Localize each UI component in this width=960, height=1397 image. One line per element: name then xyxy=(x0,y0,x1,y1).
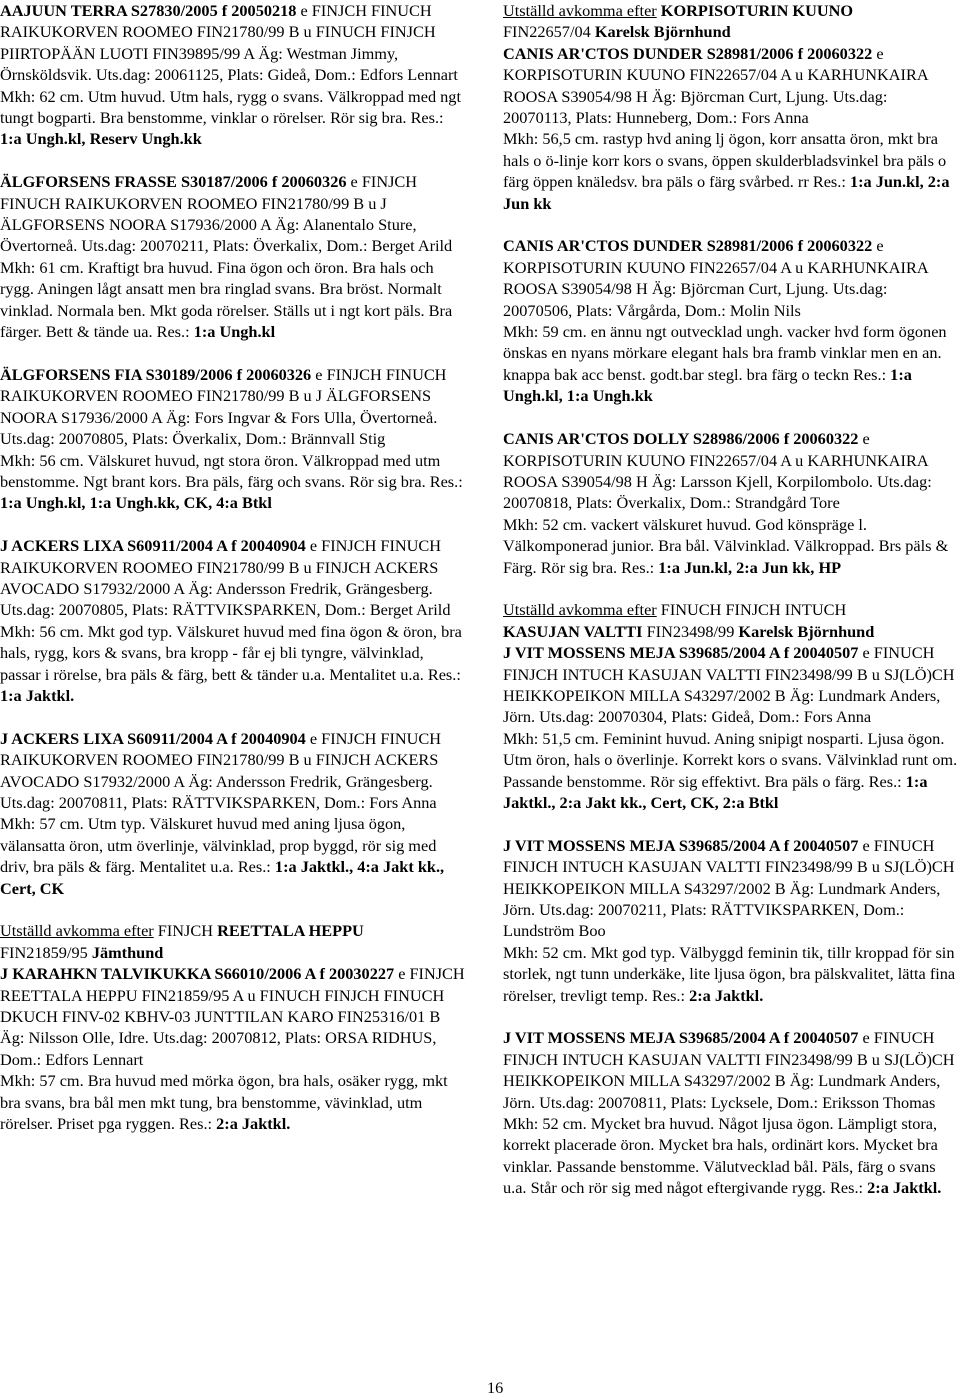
result: 1:a Ungh.kl, 1:a Ungh.kk xyxy=(503,364,912,406)
show-entry xyxy=(0,364,465,514)
sire-reg: FIN23498/99 xyxy=(646,621,735,641)
show-entry xyxy=(503,235,960,406)
show-entry xyxy=(0,963,465,1134)
pedigree: e FINJCH FINUCH RAIKUKORVEN ROOMEO FIN21780/99 B u FINJCH ACKERS AVOCADO S17932/2000 A Äg: Andersson Fredrik, Grängesberg. Uts.dag: 20070811, Plats: RÄTTVIKSPARKEN, Dom.: Fors Anna xyxy=(0,728,442,812)
breed: Karelsk Björnhund xyxy=(738,621,875,641)
pedigree: e FINJCH FINUCH RAIKUKORVEN ROOMEO FIN21780/99 B u J ÄLGFORSENS NOORA S17936/2000 A Äg: Alanentalo Sture, Övertorneå. Uts.dag: 20070211, Plats: Överkalix, Dom.: Berget Arild xyxy=(0,172,453,256)
show-entry xyxy=(0,728,465,899)
result: 1:a Jaktkl. xyxy=(0,685,75,705)
pedigree: e FINJCH FINUCH RAIKUKORVEN ROOMEO FIN21780/99 B u FINUCH FINJCH PIIRTOPÄÄN LUOTI FIN39895/99 A Äg: Westman Jimmy, Örnsköldsvik. Uts.dag: 20061125, Plats: Gideå, Dom.: Edfors Lennart xyxy=(0,1,458,85)
dog-name: AAJUUN TERRA S27830/2005 f 20050218 xyxy=(0,1,297,20)
dog-name: J VIT MOSSENS MEJA S39685/2004 A f 20040507 xyxy=(503,835,859,855)
sire-reg: FIN22657/04 xyxy=(503,22,591,42)
pedigree: e KORPISOTURIN KUUNO FIN22657/04 A u KARHUNKAIRA ROOSA S39054/98 H Äg: Björcman Curt, Ljung. Uts.dag: 20070506, Plats: Vårgårda, Dom.: Molin Nils xyxy=(503,236,928,320)
dog-name: ÄLGFORSENS FRASSE S30187/2006 f 20060326 xyxy=(0,172,347,192)
critique: Mkh: 56,5 cm. rastyp hvd aning lj ögon, korr ansatta öron, mkt bra hals o ö-linje korr kors o svans, öppen skulderbladsvinkel bra päls o färg öppen knäledsv. bra päls o färg svårbed. rr Res.: xyxy=(503,129,947,192)
result: 1:a Ungh.kl, 1:a Ungh.kk, CK, 4:a Btkl xyxy=(0,493,272,513)
show-entry xyxy=(503,835,960,1006)
result: 1:a Jaktkl., 2:a Jakt kk., Cert, CK, 2:a Btkl xyxy=(503,771,928,812)
dog-name: J KARAHKN TALVIKUKKA S66010/2006 A f 20030227 xyxy=(0,964,395,984)
dog-name: CANIS AR'CTOS DUNDER S28981/2006 f 20060322 xyxy=(503,236,873,256)
pedigree: e FINUCH FINJCH INTUCH KASUJAN VALTTI FIN23498/99 B u SJ(LÖ)CH HEIKKOPEIKON MILLA S43297/2002 B Äg: Lundmark Anders, Jörn. Uts.dag: 20070811, Plats: Lycksele, Dom.: Eriksson Thomas xyxy=(503,1028,955,1112)
critique: Mkh: 52 cm. Mycket bra huvud. Något ljusa ögon. Lämpligt stora, korrekt placerade öron. Mycket bra hals, ordinärt kors. Mycket bra vinklar. Passande benstomme. Välutvecklad bål. Päls, färg o svans u.a. Står och rör sig med något eftergivande rygg. Res.: xyxy=(503,1114,938,1198)
sire-name: KORPISOTURIN KUUNO xyxy=(660,1,854,20)
pedigree: e FINJCH REETTALA HEPPU FIN21859/95 A u FINUCH FINJCH FINUCH DKUCH FINV-02 KBHV-03 JUNTTILAN KARO FIN25316/01 B Äg: Nilsson Olle, Idre. Uts.dag: 20070812, Plats: ORSA RIDHUS, Dom.: Edfors Lennart xyxy=(0,964,465,1069)
result: 1:a Ungh.kl, Reserv Ungh.kk xyxy=(0,129,202,149)
dog-name: CANIS AR'CTOS DUNDER S28981/2006 f 20060322 xyxy=(503,43,873,63)
offspring-heading-label: Utställd avkomma efter xyxy=(0,921,154,941)
offspring-heading xyxy=(503,0,960,21)
offspring-heading xyxy=(503,599,960,620)
critique: Mkh: 52 cm. vackert välskuret huvud. God könspräge l. Välkomponerad junior. Bra bål. Välvinklad. Välkroppad. Brs päls & Färg. Rör sig bra. Res.: xyxy=(503,514,949,577)
sire-reg: FIN21859/95 xyxy=(0,942,88,962)
show-entry xyxy=(503,642,960,813)
dog-name: J ACKERS LIXA S60911/2004 A f 20040904 xyxy=(0,728,306,748)
pedigree: e FINJCH FINUCH RAIKUKORVEN ROOMEO FIN21780/99 B u FINJCH ACKERS AVOCADO S17932/2000 A Äg: Andersson Fredrik, Grängesberg. Uts.dag: 20070805, Plats: RÄTTVIKSPARKEN, Dom.: Berget Arild xyxy=(0,536,451,620)
pedigree: e FINUCH FINJCH INTUCH KASUJAN VALTTI FIN23498/99 B u SJ(LÖ)CH HEIKKOPEIKON MILLA S43297/2002 B Äg: Lundmark Anders, Jörn. Uts.dag: 20070304, Plats: Gideå, Dom.: Fors Anna xyxy=(503,643,955,727)
dog-name: J VIT MOSSENS MEJA S39685/2004 A f 20040507 xyxy=(503,1028,859,1048)
pedigree: e KORPISOTURIN KUUNO FIN22657/04 A u KARHUNKAIRA ROOSA S39054/98 H Äg: Björcman Curt, Ljung. Uts.dag: 20070113, Plats: Hunneberg, Dom.: Fors Anna xyxy=(503,43,928,128)
result: 1:a Ungh.kl xyxy=(193,322,276,342)
dog-name: J VIT MOSSENS MEJA S39685/2004 A f 20040507 xyxy=(503,643,859,663)
page-number: 16 xyxy=(487,1378,504,1397)
result: 2:a Jaktkl. xyxy=(867,1178,942,1198)
critique: Mkh: 62 cm. Utm huvud. Utm hals, rygg o svans. Välkroppad med ngt tungt bogparti. Bra benstomme, vinklar o rörelser. Rör sig bra. Res.: xyxy=(0,86,461,128)
show-entry xyxy=(0,0,465,150)
dog-name: ÄLGFORSENS FIA S30189/2006 f 20060326 xyxy=(0,364,312,384)
result: 2:a Jaktkl. xyxy=(689,985,764,1005)
show-entry xyxy=(0,171,465,342)
right-column xyxy=(503,0,960,1199)
offspring-section xyxy=(503,0,960,43)
sire-title: FINJCH xyxy=(157,921,218,941)
offspring-heading xyxy=(0,920,465,941)
pedigree: e FINJCH FINUCH RAIKUKORVEN ROOMEO FIN21780/99 B u J ÄLGFORSENS NOORA S17936/2000 A Äg: Fors Ingvar & Fors Ulla, Övertorneå. Uts.dag: 20070805, Plats: Överkalix, Dom.: Brännvall Stig xyxy=(0,364,447,449)
offspring-heading-label: Utställd avkomma efter xyxy=(503,1,657,20)
show-entry xyxy=(503,43,960,214)
critique: Mkh: 57 cm. Bra huvud med mörka ögon, bra hals, osäker rygg, mkt bra svans, bra bål men mkt tung, bra benstomme, vävinklad, utm rörelser. Priset pga ryggen. Res.: xyxy=(0,1071,448,1134)
breed: Jämthund xyxy=(91,942,164,962)
dog-name: CANIS AR'CTOS DOLLY S28986/2006 f 20060322 xyxy=(503,429,859,449)
show-entry xyxy=(503,1027,960,1198)
offspring-section xyxy=(0,920,465,1134)
result: 2:a Jaktkl. xyxy=(216,1114,291,1134)
result: 1:a Jaktkl., 4:a Jakt kk., Cert, CK xyxy=(0,857,445,898)
result: 1:a Jun.kl, 2:a Jun kk xyxy=(503,172,950,213)
offspring-heading-label: Utställd avkomma efter xyxy=(503,600,657,620)
breed: Karelsk Björnhund xyxy=(594,22,731,42)
critique: Mkh: 52 cm. Mkt god typ. Välbyggd feminin tik, tillr kroppad för sin storlek, ngt tunn underkäke, lite ljusa ögon, bra pälskvalitet, lätta fina rörelser, trevligt temp. Res.: xyxy=(503,942,956,1005)
critique: Mkh: 51,5 cm. Feminint huvud. Aning snipigt nosparti. Ljusa ögon. Utm öron, hals o överlinje. Korrekt kors o svans. Välvinklad runt om. Passande benstomme. Rör sig effektivt. Bra päls o färg. Res.: xyxy=(503,728,958,791)
critique: Mkh: 61 cm. Kraftigt bra huvud. Fina ögon och öron. Bra hals och rygg. Aningen lågt ansatt men bra ringlad svans. Bra bröst. Normalt vinklad. Normala ben. Mkt goda rörelser. Ställs ut i ngt kort päls. Bra färger. Bett & tände ua. Res.: xyxy=(0,257,453,342)
critique: Mkh: 56 cm. Välskuret huvud, ngt stora öron. Välkroppad med utm benstomme. Ngt brant kors. Bra päls, färg och svans. Rör sig bra. Res.: xyxy=(0,450,463,491)
sire-title: FINUCH FINJCH INTUCH xyxy=(660,600,847,620)
pedigree: e KORPISOTURIN KUUNO FIN22657/04 A u KARHUNKAIRA ROOSA S39054/98 H Äg: Larsson Kjell, Korpilombolo. Uts.dag: 20070818, Plats: Överkalix, Dom.: Strandgård Tore xyxy=(503,429,932,513)
sire-name: KASUJAN VALTTI xyxy=(503,621,643,641)
offspring-section xyxy=(503,599,960,642)
critique: Mkh: 59 cm. en ännu ngt outvecklad ungh. vacker hvd form ögonen önskas en nyans mörkare elegant hals bra framb vinklar men en an. knappa bak acc benst. godt.bar stegl. bra färg o teckn Res.: xyxy=(503,322,947,384)
sire-name: REETTALA HEPPU xyxy=(217,921,364,941)
critique: Mkh: 57 cm. Utm typ. Välskuret huvud med aning ljusa ögon, välansatta öron, utm överlinje, välvinklad, prop byggd, rör sig med driv, bra päls & färg. Mentalitet u.a. Res.: xyxy=(0,814,437,877)
show-entry xyxy=(0,535,465,706)
critique: Mkh: 56 cm. Mkt god typ. Välskuret huvud med fina ögon & öron, bra hals, rygg, kors & svans, bra kropp - får ej bli tyngre, välvinklad, passar i rörelse, bra päls & färg, bett & tänder u.a. Mentalitet u.a. Res.: xyxy=(0,621,462,684)
left-column xyxy=(0,0,465,1156)
pedigree: e FINUCH FINJCH INTUCH KASUJAN VALTTI FIN23498/99 B u SJ(LÖ)CH HEIKKOPEIKON MILLA S43297/2002 B Äg: Lundmark Anders, Jörn. Uts.dag: 20070211, Plats: RÄTTVIKSPARKEN, Dom.: Lundström Boo xyxy=(503,835,955,941)
result: 1:a Jun.kl, 2:a Jun kk, HP xyxy=(658,557,842,577)
dog-name: J ACKERS LIXA S60911/2004 A f 20040904 xyxy=(0,536,306,556)
show-entry xyxy=(503,428,960,578)
